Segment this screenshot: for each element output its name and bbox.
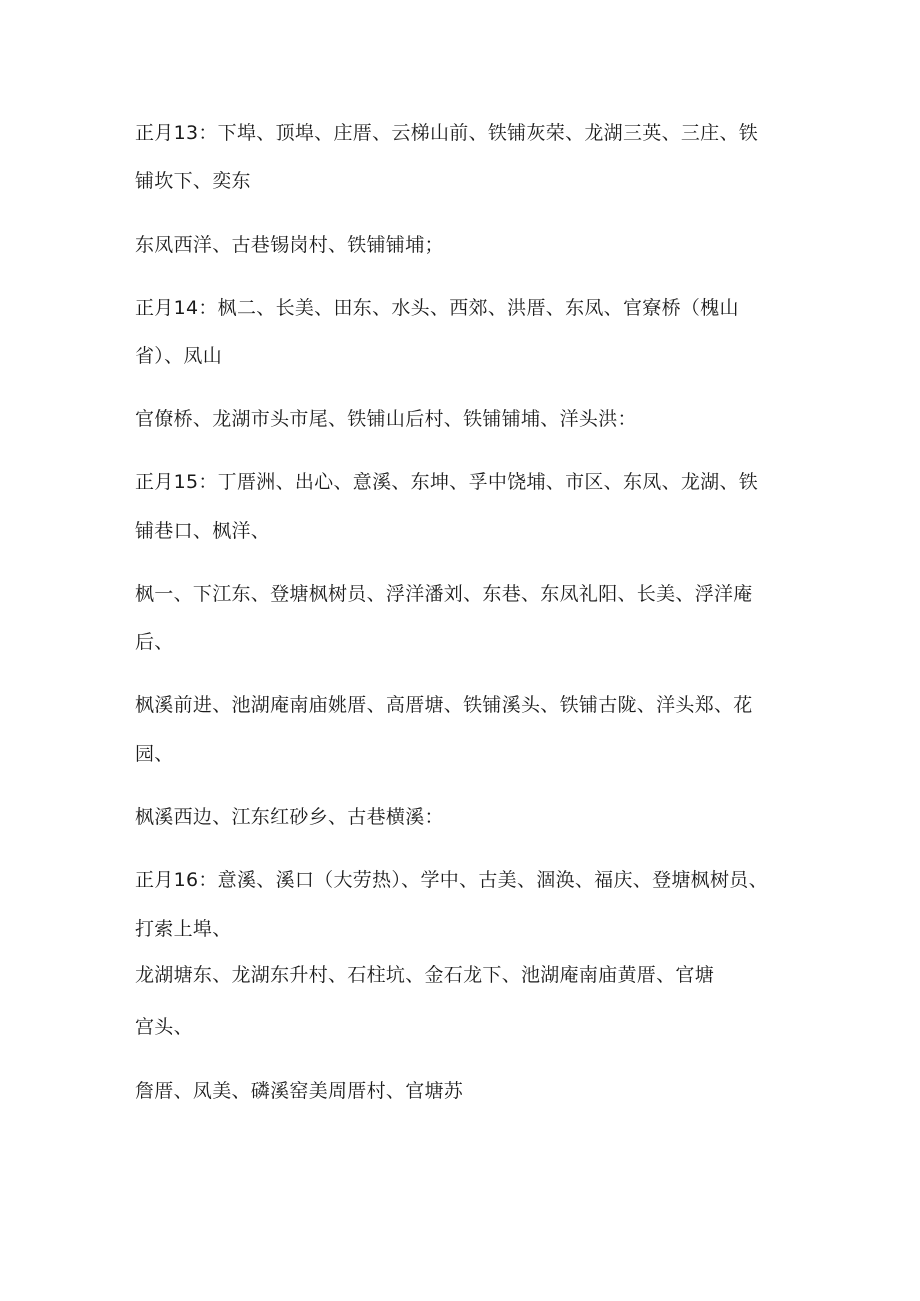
- text-line-12: 园、: [135, 743, 174, 765]
- text-line-5: 省）、凤山: [135, 345, 223, 367]
- text-line-16: 龙湖塘东、龙湖东升村、石柱坑、金石龙下、池湖庵南庙黄厝、官塘: [135, 964, 715, 986]
- text-line-6: 官僚桥、龙湖市头市尾、铁铺山后村、铁铺铺埔、洋头洪：: [135, 408, 637, 430]
- text-line-18: 詹厝、凤美、磷溪窑美周厝村、官塘苏: [135, 1080, 464, 1102]
- text-line-9: 枫一、下江东、登塘枫树员、浮洋潘刘、东巷、东凤礼阳、长美、浮洋庵: [135, 583, 753, 605]
- text-line-13: 枫溪西边、江东红砂乡、古巷横溪：: [135, 806, 444, 828]
- text-line-11: 枫溪前进、池湖庵南庙姚厝、高厝塘、铁铺溪头、铁铺古陇、洋头郑、花: [135, 694, 753, 716]
- text-line-10: 后、: [135, 631, 174, 653]
- text-line-15: 打索上埠、: [135, 918, 232, 940]
- text-line-7: 正月15：丁厝洲、出心、意溪、东坤、孚中饶埔、市区、东凤、龙湖、铁: [135, 471, 759, 493]
- text-line-8: 铺巷口、枫洋、: [135, 520, 271, 542]
- text-line-3: 东凤西洋、古巷锡岗村、铁铺铺埔；: [135, 234, 444, 256]
- text-line-17: 宫头、: [135, 1016, 193, 1038]
- text-line-2: 铺坎下、奕东: [135, 170, 251, 192]
- text-line-4: 正月14：枫二、长美、田东、水头、西郊、洪厝、东凤、官寮桥（槐山: [135, 297, 739, 319]
- text-line-14: 正月16：意溪、溪口（大劳热）、学中、古美、涸涣、福庆、登塘枫树员、: [135, 869, 768, 891]
- text-line-1: 正月13：下埠、顶埠、庄厝、云梯山前、铁铺灰荣、龙湖三英、三庄、铁: [135, 122, 759, 144]
